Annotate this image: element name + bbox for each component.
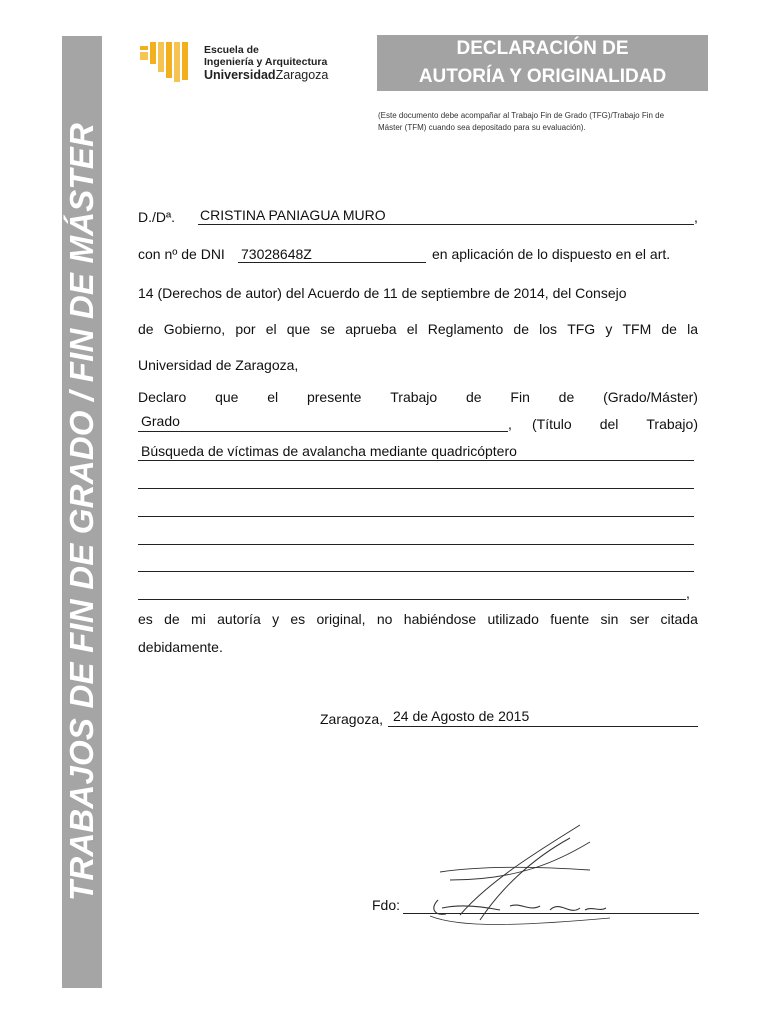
word: que (286, 321, 311, 337)
word: aprueba (345, 321, 397, 337)
word: (Título (532, 416, 572, 432)
dni-field[interactable]: 73028648Z (241, 246, 312, 262)
word: que (215, 389, 239, 405)
place-label: Zaragoza, (320, 711, 384, 727)
date-underline (388, 726, 698, 727)
body-line-end-2: debidamente. (138, 639, 223, 655)
title-underline-6 (138, 599, 686, 600)
word: ser (629, 611, 650, 627)
word: por (235, 321, 256, 337)
word: de (513, 321, 529, 337)
body-line-end (138, 611, 698, 627)
title-underline-5 (138, 571, 694, 572)
titulo-label (532, 416, 698, 432)
word: se (320, 321, 336, 337)
logo-text (204, 44, 328, 82)
dni-label: con nº de DNI (138, 246, 225, 262)
name-comma: , (694, 209, 698, 225)
degree-field[interactable]: Grado (141, 413, 180, 429)
logo-line-1: Escuela de (204, 44, 259, 56)
handwritten-signature (420, 820, 620, 930)
word: del (599, 416, 619, 432)
degree-underline (138, 431, 508, 432)
logo-line-2: Ingeniería y Arquitectura (204, 56, 328, 68)
word: y (272, 611, 280, 627)
word: el (406, 321, 418, 337)
word: fuente (550, 611, 590, 627)
body-line-6 (138, 389, 698, 405)
word: el (267, 389, 279, 405)
word: la (687, 321, 698, 337)
word: habiéndose (403, 611, 477, 627)
note-line-2: Máster (TFM) cuando sea depositado para su evaluación). (378, 123, 586, 132)
word: sin (600, 611, 619, 627)
degree-comma: , (508, 416, 512, 432)
side-vertical-title: TRABAJOS DE FIN DE GRADO / FIN DE MÁSTER (63, 122, 100, 902)
word: de (466, 389, 482, 405)
name-underline (198, 224, 694, 225)
word: de (138, 321, 154, 337)
header-note (378, 110, 708, 134)
word: es (290, 611, 306, 627)
dni-after-text: en aplicación de lo dispuesto en el art. (432, 246, 671, 262)
word: de (558, 389, 575, 405)
title-comma: , (686, 585, 690, 601)
word: autoría (217, 611, 261, 627)
signature-label: Fdo: (372, 897, 401, 913)
word: TFM (622, 321, 652, 337)
work-title-field[interactable]: Búsqueda de víctimas de avalancha mediante quadricóptero (141, 443, 517, 459)
body-line-3: 14 (Derechos de autor) del Acuerdo de 11 de septiembre de 2014, del Consejo (138, 285, 627, 301)
word: el (265, 321, 277, 337)
word: TFG (567, 321, 596, 337)
body-line-4 (138, 321, 698, 337)
word: utilizado (487, 611, 539, 627)
date-field[interactable]: 24 de Agosto de 2015 (393, 708, 530, 724)
body-line-5: Universidad de Zaragoza, (138, 357, 299, 373)
name-field[interactable]: CRISTINA PANIAGUA MURO (200, 207, 386, 223)
title-line-2: AUTORÍA Y ORIGINALIDAD (418, 66, 667, 87)
word: Trabajo) (646, 416, 698, 432)
word: Fin (510, 389, 530, 405)
title-line-1: DECLARACIÓN DE (456, 38, 629, 59)
logo-line-3 (204, 68, 328, 82)
word: Gobierno, (163, 321, 226, 337)
title-underline-4 (138, 544, 694, 545)
logo-zaragoza-word: Zaragoza (275, 68, 329, 82)
word: los (539, 321, 558, 337)
title-underline-2 (138, 488, 694, 489)
word: de (164, 611, 180, 627)
word: citada (660, 611, 698, 627)
word: y (605, 321, 613, 337)
title-underline-1 (138, 460, 694, 461)
word: Declaro (138, 389, 187, 405)
note-line-1: (Este documento debe acompañar al Trabajo Fin de Grado (TFG)/Trabajo Fin de (378, 111, 665, 120)
word: presente (306, 389, 362, 405)
logo-mark-icon (136, 40, 192, 84)
word: de (661, 321, 677, 337)
word: (Grado/Máster) (603, 389, 698, 405)
dni-underline (238, 262, 426, 263)
declaration-title (377, 35, 708, 91)
word: Reglamento (427, 321, 504, 337)
dd-label: D./Dª. (138, 209, 176, 225)
title-underline-3 (138, 516, 694, 517)
word: Trabajo (390, 389, 438, 405)
word: mi (191, 611, 206, 627)
word: es (138, 611, 153, 627)
university-logo (136, 38, 346, 86)
word: original, (316, 611, 366, 627)
word: no (376, 611, 393, 627)
logo-university-word: Universidad (204, 68, 276, 82)
